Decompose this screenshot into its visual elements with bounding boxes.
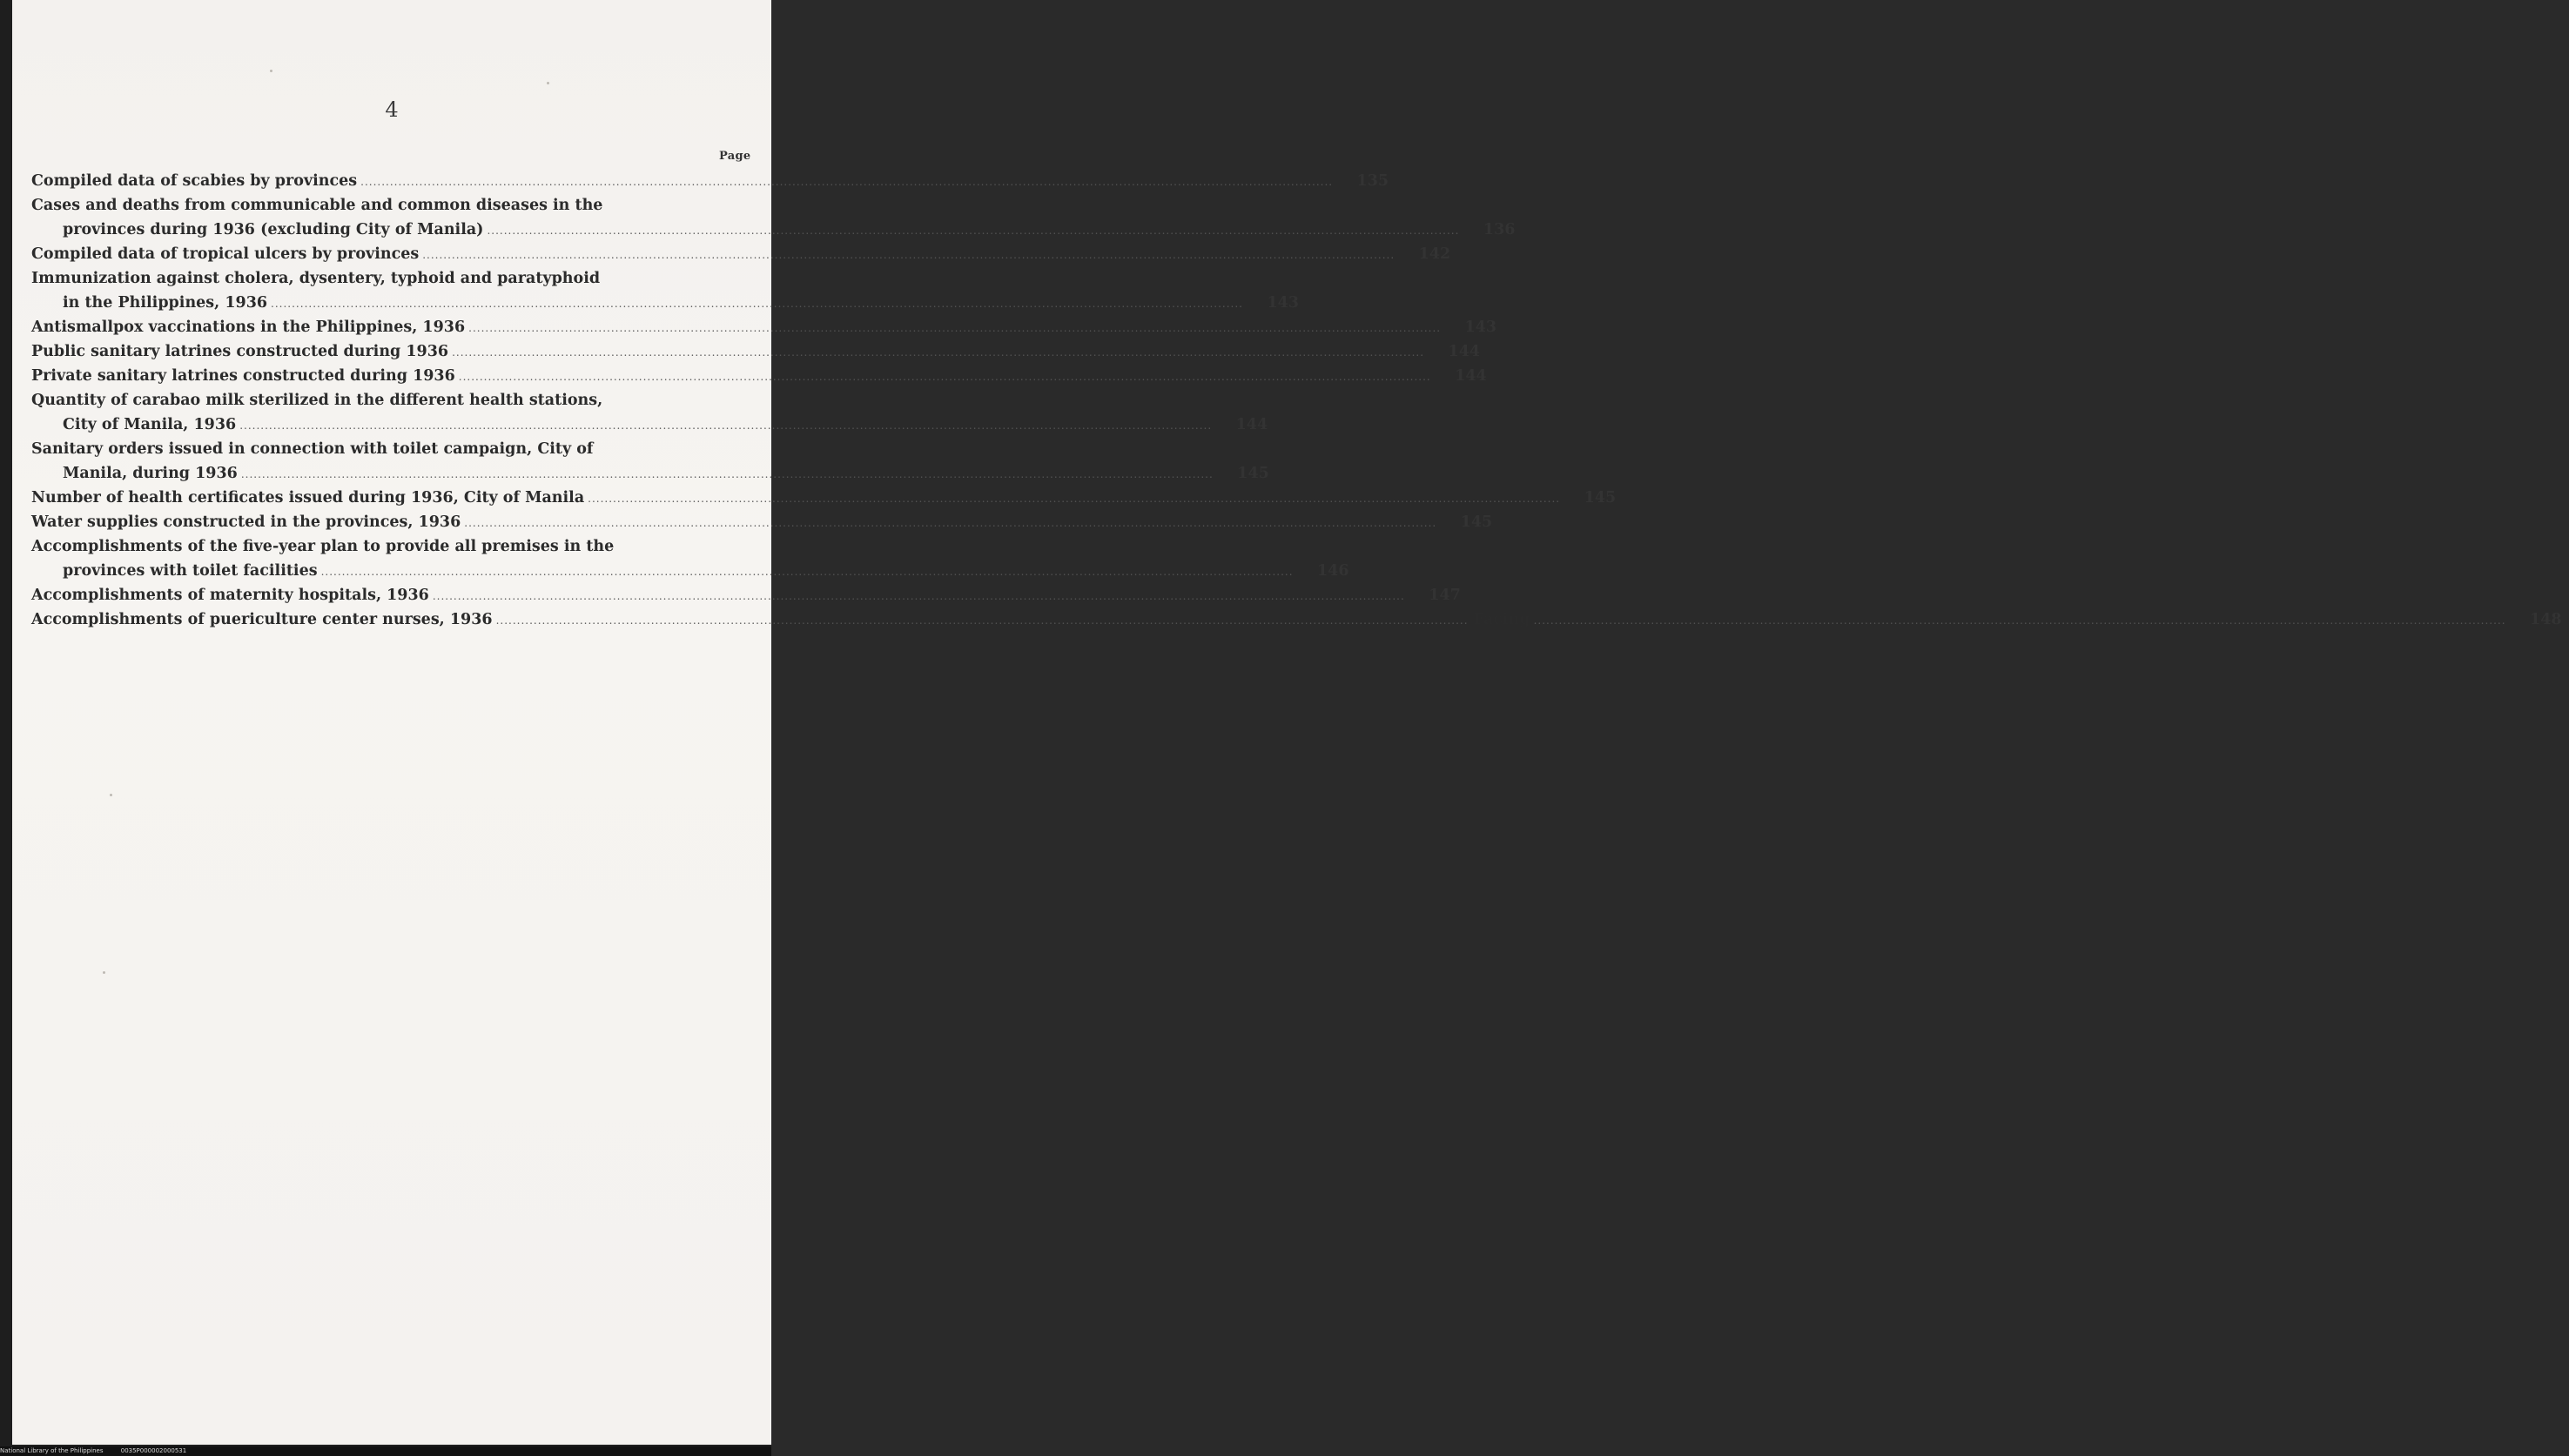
toc-entry (31, 510, 1493, 534)
footer-library: National Library of the Philippines (0, 1447, 104, 1454)
toc-entry-title: Manila, during 1936 (63, 465, 238, 482)
page-number: 4 (385, 97, 399, 122)
toc-entry-title: Sanitary orders issued in connection with toilet campaign, City of (31, 440, 594, 458)
toc-entry-page: 145 (1460, 513, 1493, 531)
dot-leader (496, 608, 1469, 633)
toc-entry-page: 144 (1448, 343, 1481, 360)
toc-entry (31, 339, 1481, 364)
toc-entry-line (31, 413, 1268, 437)
toc-entry-page: 136 (1483, 221, 1516, 238)
footer-id: 0035P000002000531 (120, 1447, 187, 1454)
toc-entry-line (31, 510, 1493, 534)
dot-leader (1534, 608, 2506, 633)
paper-speck (547, 82, 549, 84)
page-column-label: Page (719, 150, 751, 163)
toc-entry (31, 534, 1349, 583)
toc-entry (31, 486, 1617, 510)
toc-entry-line (31, 534, 770, 559)
toc-entry-page: 146 (1316, 562, 1349, 580)
dot-leader (239, 413, 1212, 438)
table-of-contents (31, 169, 2562, 632)
dot-leader (588, 486, 1560, 511)
dot-leader (487, 218, 1459, 243)
toc-entry (31, 315, 1497, 339)
toc-entry-title: Compiled data of tropical ulcers by provinces (31, 245, 420, 263)
toc-entry-line (31, 486, 1617, 510)
dot-leader (321, 560, 1294, 584)
toc-entry-line (31, 266, 770, 291)
toc-entry-title: provinces with toilet facilities (63, 562, 318, 580)
toc-entry-title: Accomplishments of maternity hospitals, 1936 (31, 587, 429, 604)
toc-entry (31, 193, 1516, 242)
toc-entry-line (31, 437, 770, 461)
toc-entry (31, 583, 1461, 607)
toc-entry-title: Accomplishments of the five-year plan to provide all premises in the (31, 538, 615, 555)
toc-entry-line (31, 461, 1269, 486)
toc-entry-line (31, 607, 2562, 632)
dot-leader (452, 340, 1424, 365)
toc-entry-title: Immunization against cholera, dysentery, typhoid and paratyphoid (31, 270, 601, 287)
dot-leader (241, 462, 1214, 486)
toc-entry-line (31, 583, 1461, 607)
document-page (12, 0, 2562, 1445)
toc-entry (31, 364, 1487, 388)
toc-entry-title: Number of health certificates issued during 1936, City of Manila (31, 489, 585, 507)
toc-entry-page: 143 (1464, 319, 1497, 336)
toc-entry (31, 242, 1451, 266)
toc-entry-line (31, 315, 1497, 339)
dot-leader (422, 243, 1395, 267)
toc-entry-title: provinces during 1936 (excluding City of Manila) (63, 221, 484, 238)
scan-footer (0, 1446, 771, 1456)
toc-entry (31, 437, 1269, 486)
toc-entry (31, 607, 2562, 632)
toc-entry-title: Compiled data of scabies by provinces (31, 172, 358, 190)
toc-entry-title: City of Manila, 1936 (63, 416, 237, 433)
toc-entry-line (31, 242, 1451, 266)
toc-entry-line (31, 218, 1516, 242)
toc-entry-page: 135 (1356, 172, 1389, 190)
toc-entry-page: 145 (1584, 489, 1617, 507)
toc-entry-title: Quantity of carabao milk sterilized in the different health stations, (31, 392, 603, 409)
toc-entry-title: Water supplies constructed in the provinces, 1936 (31, 513, 461, 531)
toc-entry (31, 266, 1299, 315)
toc-entry-title: in the Philippines, 1936 (63, 294, 268, 312)
toc-entry-page: 142 (1418, 245, 1451, 263)
toc-entry-page: 143 (1267, 294, 1299, 312)
dot-leader (464, 511, 1436, 535)
toc-entry-title: Accomplishments of puericulture center nurses, 1936 (31, 611, 493, 628)
toc-entry-page: 144 (1455, 367, 1487, 385)
toc-entry-page: 147 (1429, 587, 1461, 604)
toc-entry-title: Public sanitary latrines constructed during 1936 (31, 343, 449, 360)
toc-entry-line (31, 193, 770, 218)
toc-entry (31, 388, 1268, 437)
dot-leader (271, 292, 1243, 316)
toc-entry-title: Private sanitary latrines constructed during 1936 (31, 367, 455, 385)
toc-entry-line (31, 388, 770, 413)
paper-speck (270, 70, 272, 72)
dot-leader (433, 584, 1405, 608)
toc-entry-line (31, 291, 1299, 315)
toc-entry-line (31, 169, 1389, 193)
paper-speck (110, 794, 112, 796)
dot-leader (459, 365, 1431, 389)
toc-entry-title: Cases and deaths from communicable and common diseases in the (31, 197, 603, 214)
toc-entry-page: 148 (2530, 611, 2562, 628)
toc-entry-page: 144 (1235, 416, 1268, 433)
toc-entry-page: 145 (1237, 465, 1269, 482)
toc-entry (31, 169, 1389, 193)
toc-entry-line (31, 364, 1487, 388)
dot-leader (468, 316, 1441, 340)
paper-speck (103, 971, 105, 974)
toc-entry-title: Antismallpox vaccinations in the Philippines, 1936 (31, 319, 466, 336)
toc-entry-line (31, 559, 1349, 583)
dot-leader (360, 170, 1333, 194)
toc-entry-facing: Facing (1473, 611, 1530, 628)
toc-entry-line (31, 339, 1481, 364)
